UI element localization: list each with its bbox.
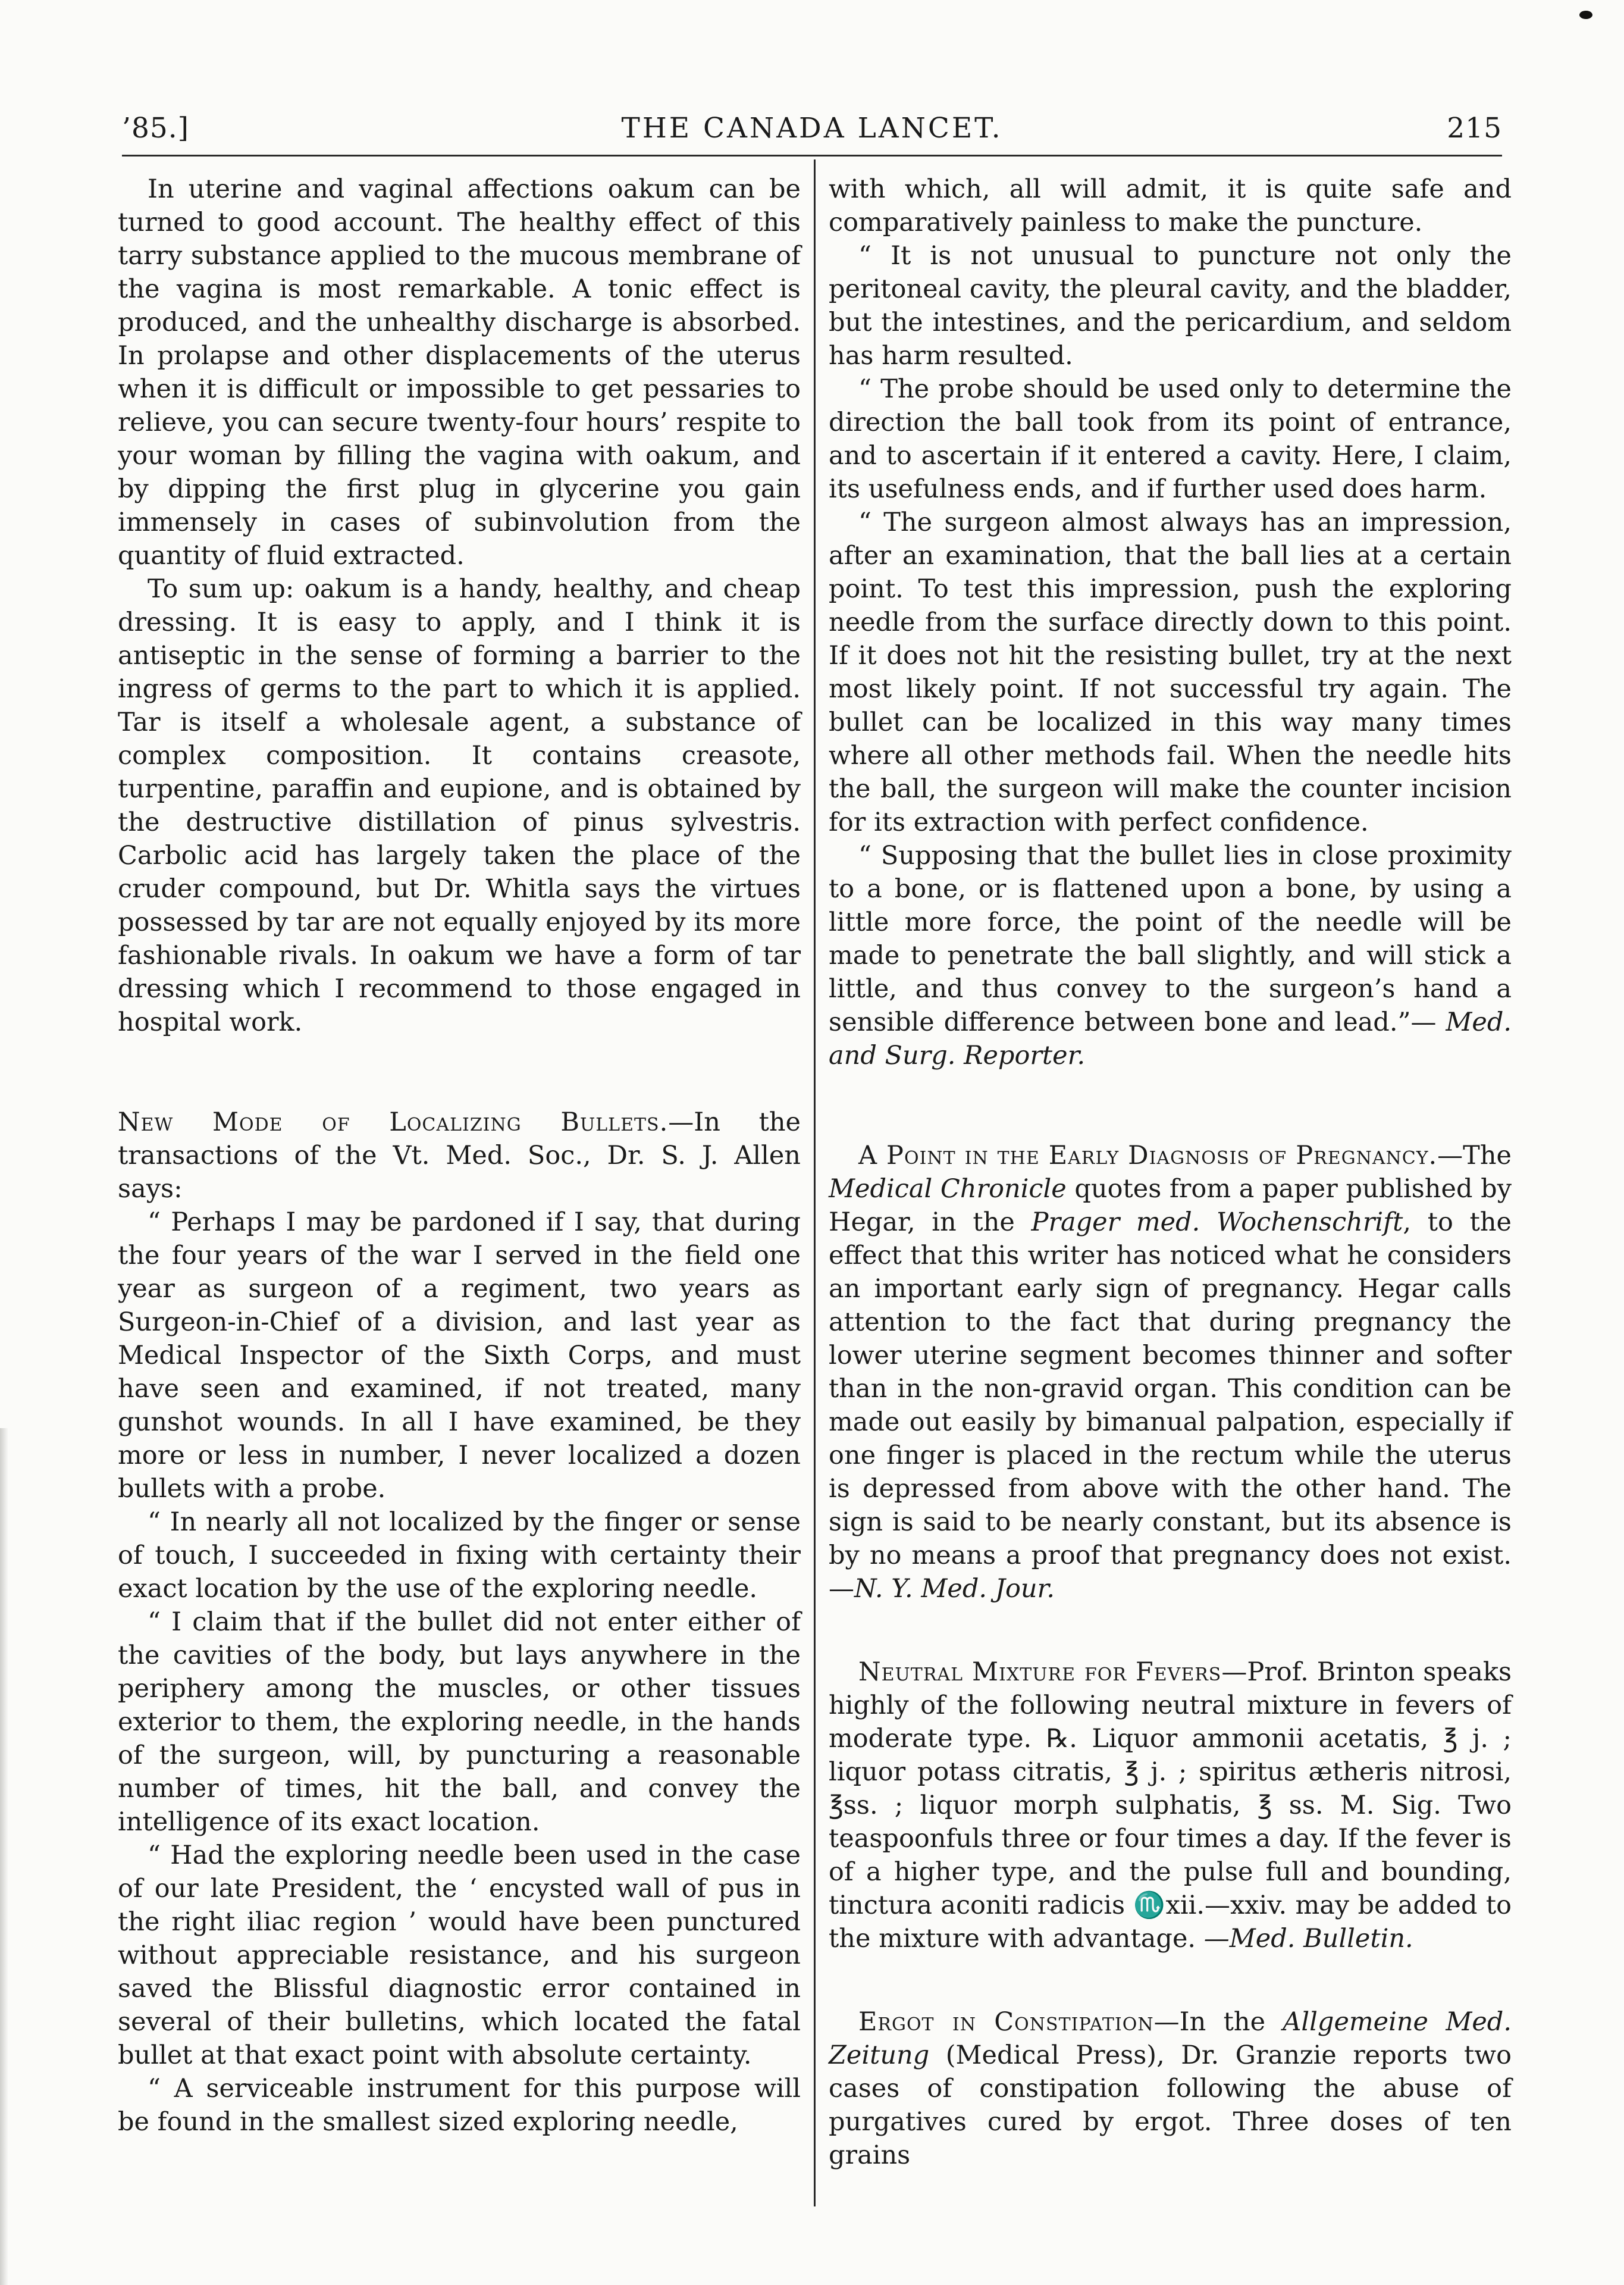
pregnancy-heading: A Point in the Early Diagnosis of Pregnancy.	[858, 1141, 1438, 1170]
bullets-section-intro	[118, 1106, 801, 1206]
journal-title: THE CANADA LANCET.	[621, 112, 1003, 145]
ergot-heading: Ergot in Constipation	[858, 2007, 1154, 2037]
bullets-heading: New Mode of Localizing Bullets.	[118, 1107, 669, 1137]
bullets-intro: —In the transactions of the Vt. Med. Soc., Dr. S. J. Allen says:	[118, 1107, 801, 1204]
ergot-text-2: (Medical Press), Dr. Granzie reports two cases of constipation following the abuse of purgatives cured by ergot. Three doses of ten grains	[829, 2040, 1512, 2170]
section-gap	[829, 1605, 1512, 1655]
section-gap	[829, 1955, 1512, 2005]
ergot-journal: Allgemeine Med. Zeitung	[829, 2007, 1512, 2070]
bullets-paragraph-7: “ It is not unusual to puncture not only the peritoneal cavity, the pleural cavity, and the bladder, but the intestines, and the pericardium, and seldom has harm resulted.	[829, 241, 1512, 371]
left-column	[118, 173, 801, 2139]
header-rule	[122, 155, 1502, 156]
bullets-paragraph-9: “ The surgeon almost always has an impression, after an examination, that the ball lies at a certain point. To test this impression, push the exploring needle from the surface directly down to this point. If it does not hit the resisting bullet, try at the next most likely point. If not successful try again. The bullet can be localized in this way many times where all other methods fail. When the needle hits the ball, the surgeon will make the counter incision for its extraction with perfect confidence.	[829, 508, 1512, 837]
bullets-paragraph-2: “ In nearly all not localized by the finger or sense of touch, I succeeded in fixing with certainty their exact location by the use of the exploring needle.	[118, 1507, 801, 1604]
section-gap	[829, 1072, 1512, 1139]
oakum-paragraph-2: To sum up: oakum is a handy, healthy, and cheap dressing. It is easy to apply, and I think it is antiseptic in the sense of forming a barrier to the ingress of germs to the part to which it is applied. Tar is itself a wholesale agent, a substance of complex composition. It contains creasote, turpentine, paraffin and eupione, and is obtained by the destructive distillation of pinus sylvestris. Carbolic acid has largely taken the place of the cruder compound, but Dr. Whitla says the virtues possessed by tar are not equally enjoyed by its more fashionable rivals. In oakum we have a form of tar dressing which I recommend to those engaged in hospital work.	[118, 574, 801, 1037]
section-gap	[118, 1039, 801, 1106]
fever-heading: Neutral Mixture for Fevers	[858, 1657, 1222, 1687]
page-number: 215	[1447, 112, 1502, 145]
oakum-paragraph-1: In uterine and vaginal affections oakum can be turned to good account. The healthy effect of this tarry substance applied to the mucous membrane of the vagina is most remarkable. A tonic effect is produced, and the unhealthy discharge is absorbed. In prolapse and other displacements of the uterus when it is difficult or impossible to get pessaries to relieve, you can secure twenty-four hours’ respite to your woman by filling the vagina with oakum, and by dipping the first plug in glycerine you gain immensely in cases of subinvolution from the quantity of fluid extracted.	[118, 174, 801, 571]
pregnancy-journal-2: Prager med. Wochenschrift	[1031, 1207, 1403, 1237]
pregnancy-text-2: quotes from a paper published by Hegar, in the	[829, 1174, 1512, 1237]
right-column	[829, 173, 1512, 2172]
page-edge-shadow	[0, 1428, 8, 2285]
bullets-paragraph-6: with which, all will admit, it is quite safe and comparatively painless to make the puncture.	[829, 174, 1512, 237]
header-year: ’85.]	[122, 112, 190, 145]
fever-text: —Prof. Brinton speaks highly of the following neutral mixture in fevers of moderate type. ℞. Liquor ammonii acetatis, ℥ j. ; liquor potass citratis, ℥ j. ; spiritus ætheris nitrosi, ℥ss. ; liquor morph sulphatis, ℥ ss. M. Sig. Two teaspoonfuls three or four times a day. If the fever is of a higher type, and the pulse full and bounding, tinctura aconiti radicis ♏xii.—xxiv. may be added to the mixture with advantage.	[829, 1657, 1512, 1954]
running-header	[122, 108, 1502, 150]
bullets-source: Med. and Surg. Reporter.	[829, 1007, 1512, 1070]
bullets-paragraph-10-text: “ Supposing that the bullet lies in close proximity to a bone, or is flattened upon a bone, by using a little more force, the point of the needle will be made to penetrate the ball slightly, and will stick a little, and thus convey to the surgeon’s hand a sensible difference between bone and lead.”—	[829, 841, 1512, 1037]
pregnancy-paragraph	[829, 1139, 1512, 1605]
bullets-paragraph-5: “ A serviceable instrument for this purpose will be found in the smallest sized exploring needle,	[118, 2074, 801, 2137]
pregnancy-text-1: —The	[1437, 1141, 1512, 1170]
corner-blot	[1579, 11, 1592, 19]
ergot-text-1: —In the	[1153, 2007, 1283, 2037]
bullets-paragraph-4: “ Had the exploring needle been used in the case of our late President, the ‘ encysted wall of pus in the right iliac region ’ would have been punctured without appreciable resistance, and his surgeon saved the Blissful diagnostic error contained in several of their bulletins, which located the fatal bullet at that exact point with absolute certainty.	[118, 1840, 801, 2070]
column-rule	[814, 159, 816, 2206]
bullets-paragraph-1: “ Perhaps I may be pardoned if I say, that during the four years of the war I served in the field one year as surgeon of a regiment, two years as Surgeon-in-Chief of a division, and last year as Medical Inspector of the Sixth Corps, and must have seen and examined, if not treated, many gunshot wounds. In all I have examined, be they more or less in number, I never localized a dozen bullets with a probe.	[118, 1207, 801, 1504]
pregnancy-journal-1: Medical Chronicle	[829, 1174, 1067, 1204]
pregnancy-source: N. Y. Med. Jour.	[854, 1574, 1055, 1604]
bullets-paragraph-10	[829, 839, 1512, 1072]
fever-source: —Med. Bulletin.	[1203, 1924, 1413, 1954]
pregnancy-text-3: , to the effect that this writer has noticed what he considers an important early sign of pregnancy. Hegar calls attention to the fact that during pregnancy the lower uterine segment becomes thinner and softer than in the non-gravid organ. This condition can be made out easily by bimanual palpation, especially if one finger is placed in the rectum while the uterus is depressed from above with the other hand. The sign is said to be nearly constant, but its absence is by no means a proof that pregnancy does not exist.—	[829, 1207, 1512, 1604]
bullets-paragraph-8: “ The probe should be used only to determine the direction the ball took from its point of entrance, and to ascertain if it entered a cavity. Here, I claim, its usefulness ends, and if further used does harm.	[829, 374, 1512, 504]
fever-paragraph	[829, 1655, 1512, 1955]
bullets-paragraph-3: “ I claim that if the bullet did not enter either of the cavities of the body, but lays anywhere in the periphery among the muscles, or other tissues exterior to them, the exploring needle, in the hands of the surgeon, will, by puncturing a reasonable number of times, hit the ball, and convey the intelligence of its exact location.	[118, 1607, 801, 1837]
ergot-paragraph	[829, 2005, 1512, 2172]
